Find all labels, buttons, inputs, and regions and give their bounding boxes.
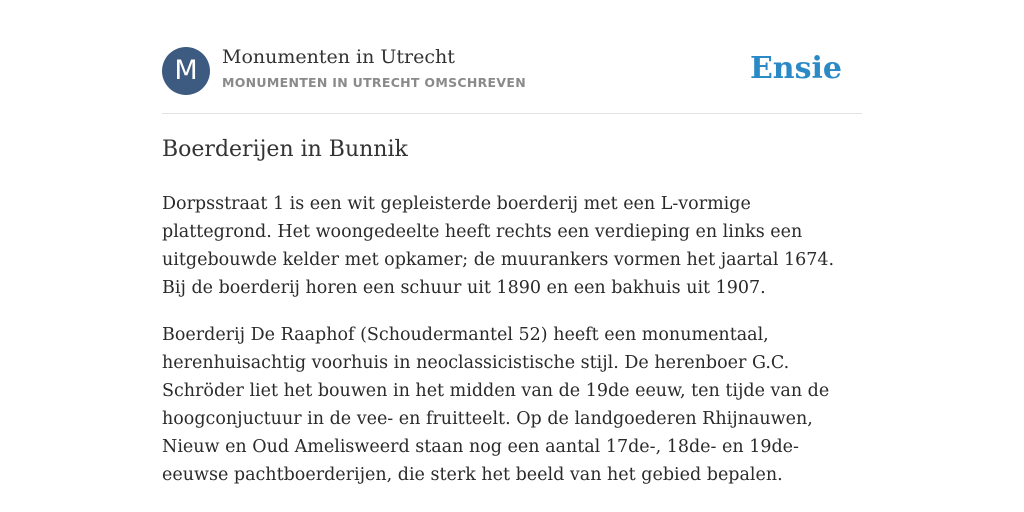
- page-title: Boerderijen in Bunnik: [162, 137, 408, 162]
- ensie-logo[interactable]: Ensie: [749, 51, 842, 86]
- site-title[interactable]: Monumenten in Utrecht: [222, 46, 455, 68]
- article-body: [162, 190, 862, 508]
- page-container: [162, 0, 862, 485]
- article-paragraph: Dorpsstraat 1 is een wit gepleisterde boerderij met een L-vormige plattegrond. Het woongedeelte heeft rechts een verdieping en links een uitgebouwde kelder met opkamer; de muurankers vormen het jaartal 1674. Bij de boerderij horen een schuur uit 1890 en een bakhuis uit 1907.: [162, 194, 835, 298]
- site-subtitle: MONUMENTEN IN UTRECHT OMSCHREVEN: [222, 75, 526, 90]
- article-paragraph: Boerderij De Raaphof (Schoudermantel 52) heeft een monumentaal, herenhuisachtig voorhuis in neoclassicistische stijl. De herenboer G.C. Schröder liet het bouwen in het midden van de 19de eeuw, ten tijde van de hoogconjuctuur in de vee- en fruitteelt. Op de landgoederen Rhijnauwen, Nieuw en Oud Amelisweerd staan nog een aantal 17de-, 18de- en 19de-eeuwse pachtboerderijen, die sterk het beeld van het gebied bepalen.: [162, 325, 830, 485]
- site-header: [162, 0, 862, 114]
- avatar[interactable]: M: [162, 47, 210, 95]
